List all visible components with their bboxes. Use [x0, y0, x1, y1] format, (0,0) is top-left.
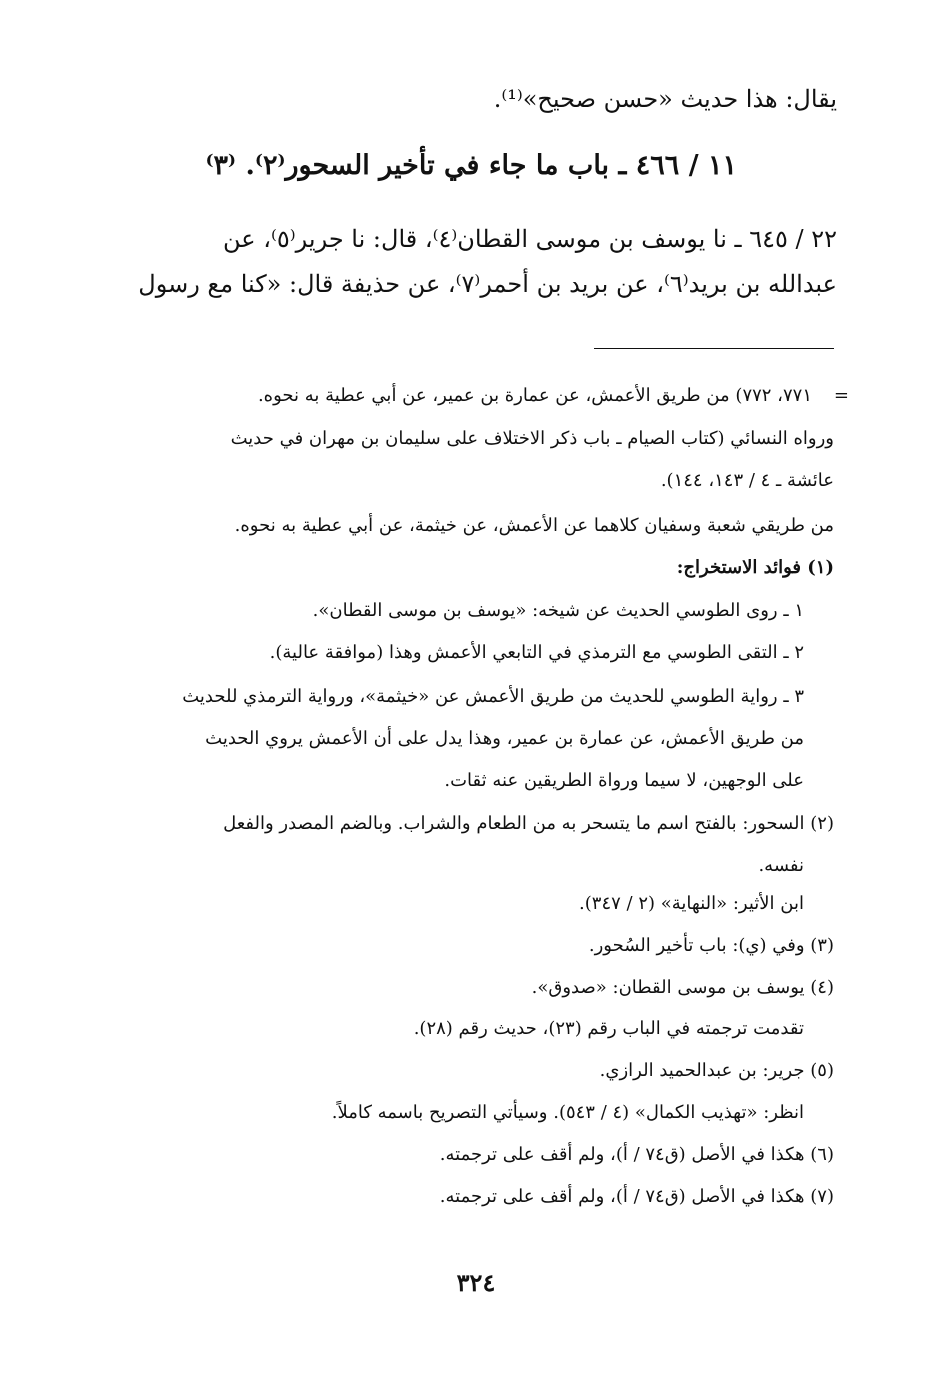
- footnote-4-line-2: تقدمت ترجمته في الباب رقم (٢٣)، حديث رقم (٢٨).: [413, 1018, 804, 1039]
- footnote-5-line-1: (٥) جرير: بن عبدالحميد الرازي.: [599, 1060, 834, 1081]
- body-line-2: ٢٢ / ٦٤٥ ـ نا يوسف بن موسى القطان⁽٤⁾، قال: نا جرير⁽٥⁾، عن: [223, 225, 837, 253]
- footnote-cont-line-3: عائشة ـ ٤ / ١٤٣، ١٤٤).: [660, 470, 834, 491]
- chapter-heading: ١١ / ٤٦٦ ـ باب ما جاء في تأخير السحور⁽٢⁾. ⁽٣⁾: [205, 150, 737, 181]
- footnote-separator: [594, 348, 834, 349]
- footnote-7: (٧) هكذا في الأصل (ق٧٤ / أ)، ولم أقف على ترجمته.: [439, 1186, 834, 1207]
- footnote-1-item-3c: على الوجهين، لا سيما ورواة الطريقين عنه ثقات.: [444, 770, 804, 791]
- footnote-5-line-2: انظر: «تهذيب الكمال» (٤ / ٥٤٣). وسيأتي التصريح باسمه كاملاً.: [331, 1102, 804, 1123]
- footnote-4-line-1: (٤) يوسف بن موسى القطان: «صدوق».: [531, 977, 834, 998]
- continuation-mark: =: [833, 385, 849, 406]
- body-line-3: عبدالله بن بريد⁽٦⁾، عن بريد بن أحمر⁽٧⁾، عن حذيفة قال: «كنا مع رسول: [138, 270, 837, 298]
- footnote-3: (٣) وفي (ي): باب تأخير السُحور.: [588, 935, 834, 956]
- footnote-1-item-2: ٢ ـ التقى الطوسي مع الترمذي في التابعي الأعمش وهذا (موافقة عالية).: [269, 642, 804, 663]
- footnote-6: (٦) هكذا في الأصل (ق٧٤ / أ)، ولم أقف على ترجمته.: [439, 1144, 834, 1165]
- page-number: ٣٢٤: [456, 1268, 496, 1297]
- footnote-cont-line-1: ٧٧١، ٧٧٢) من طريق الأعمش، عن عمارة بن عمير، عن أبي عطية به نحوه.: [257, 385, 812, 406]
- footnote-cont-line-4: من طريقي شعبة وسفيان كلاهما عن الأعمش، عن خيثمة، عن أبي عطية به نحوه.: [234, 515, 834, 536]
- footnote-cont-line-2: ورواه النسائي (كتاب الصيام ـ باب ذكر الاختلاف على سليمان بن مهران في حديث: [230, 428, 834, 449]
- footnote-1-item-1: ١ ـ روى الطوسي الحديث عن شيخه: «يوسف بن موسى القطان».: [312, 600, 804, 621]
- footnote-1-item-3a: ٣ ـ رواية الطوسي للحديث من طريق الأعمش عن «خيثمة»، ورواية الترمذي للحديث: [182, 686, 804, 707]
- footnote-2-source: ابن الأثير: «النهاية» (٢ / ٣٤٧).: [579, 893, 804, 914]
- body-line-1: يقال: هذا حديث «حسن صحيح»⁽¹⁾.: [493, 85, 837, 113]
- footnote-1-heading: (١) فوائد الاستخراج:: [676, 557, 834, 578]
- footnote-2-line-2: نفسه.: [758, 855, 804, 876]
- footnote-1-item-3b: من طريق الأعمش، عن عمارة بن عمير، وهذا يدل على أن الأعمش يروي الحديث: [205, 728, 804, 749]
- footnote-2-line-1: (٢) السحور: بالفتح اسم ما يتسحر به من الطعام والشراب. وبالضم المصدر والفعل: [223, 813, 834, 834]
